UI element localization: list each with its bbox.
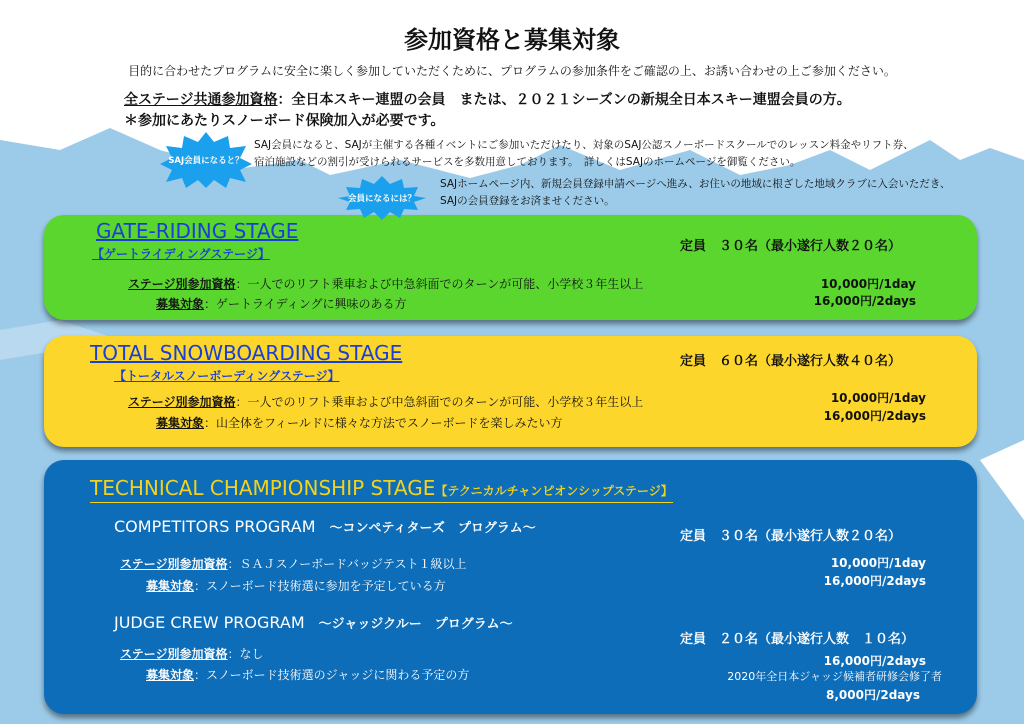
common-requirement-label: 全ステージ共通参加資格 bbox=[124, 92, 278, 108]
stage-requirement bbox=[128, 275, 643, 292]
gate-riding-stage-card bbox=[44, 215, 977, 320]
target-label: 募集対象 bbox=[156, 297, 205, 311]
stage-title: GATE-RIDING STAGE bbox=[96, 219, 299, 243]
stage-target bbox=[156, 295, 406, 312]
join-burst-badge bbox=[338, 176, 426, 220]
requirement-text: ：一人でのリフト乗車および中急斜面でのターンが可能、小学校３年生以上 bbox=[235, 395, 644, 409]
program-requirement bbox=[120, 645, 264, 662]
price-2days: 16,000円/2days bbox=[823, 574, 926, 588]
stage-subtitle: 【テクニカルチャンピオンシップステージ】 bbox=[435, 484, 673, 498]
requirement-label: ステージ別参加資格 bbox=[120, 557, 228, 571]
page-title: 参加資格と募集対象 bbox=[404, 26, 620, 54]
program-name-jp: ～ジャッジクルー プログラム～ bbox=[318, 617, 513, 632]
capacity-text: 定員 ３０名（最小遂行人数２０名） bbox=[680, 529, 902, 544]
note-line: 宿泊施設などの割引が受けられるサービスを多数用意しております。 詳しくはSAJのホームページを御覧ください。 bbox=[254, 156, 801, 168]
program-requirement bbox=[120, 555, 466, 572]
program-name-jp: ～コンペティターズ プログラム～ bbox=[329, 521, 536, 536]
stage-target bbox=[156, 414, 562, 431]
note-line: SAJ会員になると、SAJが主催する各種イベントにご参加いただけたり、対象のSAJ公認スノーボードスクールでのレッスン料金やリフト券、 bbox=[254, 139, 914, 151]
judge-crew-program-title bbox=[114, 613, 513, 632]
requirement-text: ：一人でのリフト乗車および中急斜面でのターンが可能、小学校３年生以上 bbox=[235, 277, 644, 291]
stage-subtitle: 【トータルスノーボーディングステージ】 bbox=[114, 369, 340, 383]
target-label: 募集対象 bbox=[146, 668, 195, 682]
join-instruction-note bbox=[440, 176, 950, 210]
stage-title: TOTAL SNOWBOARDING STAGE bbox=[90, 341, 403, 365]
target-text: ：山全体をフィールドに様々な方法でスノーボードを楽しみたい方 bbox=[204, 416, 563, 430]
total-snowboarding-stage-card bbox=[44, 336, 977, 447]
stage-subtitle: 【ゲートライディングステージ】 bbox=[92, 247, 270, 261]
program-target bbox=[146, 666, 469, 683]
price-2days: 16,000円/2days bbox=[823, 654, 926, 668]
price-2days-discount: 8,000円/2days bbox=[826, 688, 920, 702]
program-name: JUDGE CREW PROGRAM bbox=[114, 613, 305, 632]
stage-title-en: TECHNICAL CHAMPIONSHIP STAGE bbox=[90, 476, 436, 500]
price-2days: 16,000円/2days bbox=[823, 409, 926, 423]
stage-requirement bbox=[128, 393, 643, 410]
saj-benefit-note bbox=[254, 137, 914, 171]
target-label: 募集対象 bbox=[156, 416, 205, 430]
insurance-note: ＊参加にあたりスノーボード保険加入が必要です。 bbox=[124, 113, 445, 129]
requirement-label: ステージ別参加資格 bbox=[120, 647, 228, 661]
burst-label: 会員になるには？ bbox=[347, 194, 416, 204]
note-line: SAJの会員登録をお済ませください。 bbox=[440, 195, 615, 207]
price-2days: 16,000円/2days bbox=[813, 294, 916, 308]
price-1day: 10,000円/1day bbox=[820, 277, 916, 291]
target-text: ：ゲートライディングに興味のある方 bbox=[204, 297, 407, 311]
program-name: COMPETITORS PROGRAM bbox=[114, 517, 316, 536]
burst-label: SAJ会員になると？ bbox=[168, 156, 244, 166]
program-target bbox=[146, 577, 446, 594]
note-line: SAJホームページ内、新規会員登録申請ページへ進み、お住いの地域に根ざした地域クラブに入会いただき、 bbox=[440, 178, 951, 190]
requirement-text: ：ＳＡＪスノーボードバッジテスト１級以上 bbox=[227, 557, 467, 571]
requirement-label: ステージ別参加資格 bbox=[128, 395, 236, 409]
saj-burst-badge bbox=[160, 132, 252, 188]
target-label: 募集対象 bbox=[146, 579, 195, 593]
capacity-text: 定員 ６０名（最小遂行人数４０名） bbox=[680, 354, 902, 369]
common-requirement-text: ：全日本スキー連盟の会員 または、２０２１シーズンの新規全日本スキー連盟会員の方。 bbox=[277, 92, 851, 108]
judge-discount-note: 2020年全日本ジャッジ候補者研修会修了者 bbox=[727, 670, 942, 683]
technical-championship-stage-card bbox=[44, 460, 977, 714]
requirement-text: ：なし bbox=[227, 647, 264, 661]
capacity-text: 定員 ２０名（最小遂行人数 １０名） bbox=[680, 632, 915, 647]
target-text: ：スノーボード技術選のジャッジに関わる予定の方 bbox=[194, 668, 470, 682]
target-text: ：スノーボード技術選に参加を予定している方 bbox=[194, 579, 446, 593]
price-1day: 10,000円/1day bbox=[830, 556, 926, 570]
capacity-text: 定員 ３０名（最小遂行人数２０名） bbox=[680, 239, 902, 254]
intro-text: 目的に合わせたプログラムに安全に楽しく参加していただくために、プログラムの参加条件をご確認の上、お誘い合わせの上ご参加ください。 bbox=[128, 64, 896, 78]
requirement-label: ステージ別参加資格 bbox=[128, 277, 236, 291]
competitors-program-title bbox=[114, 517, 536, 536]
price-1day: 10,000円/1day bbox=[830, 391, 926, 405]
common-requirement bbox=[124, 89, 851, 109]
stage-title bbox=[90, 476, 673, 503]
